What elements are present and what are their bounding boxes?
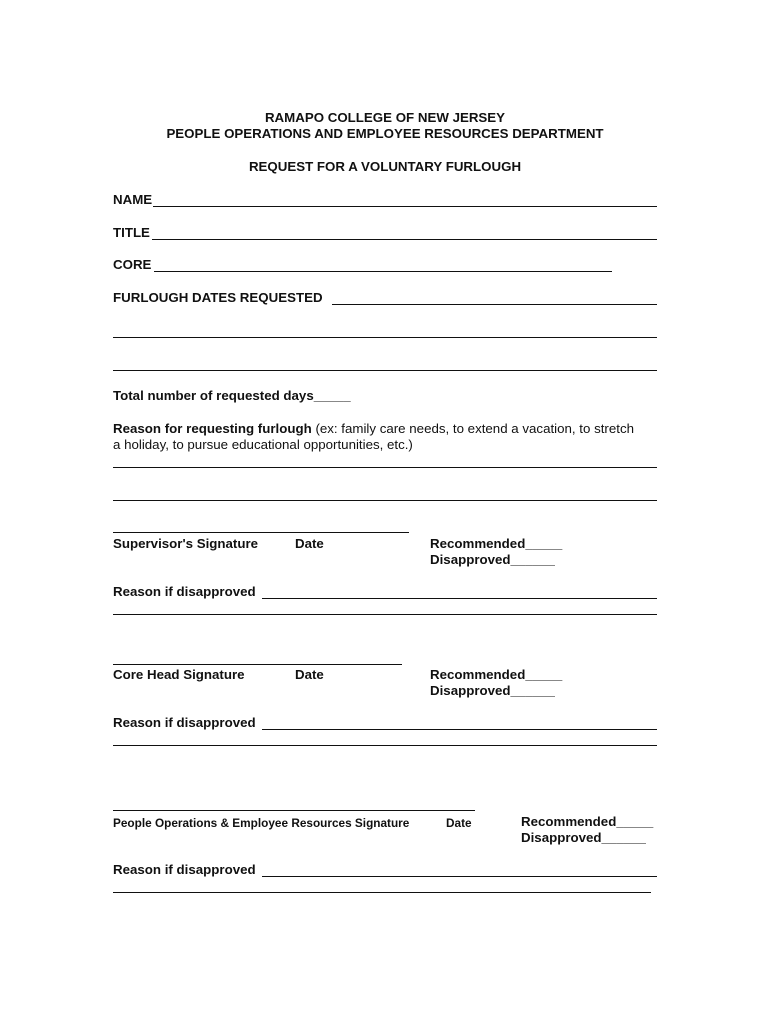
people-ops-reason-line-1[interactable] (262, 876, 657, 877)
core-head-recommended[interactable]: Recommended_____ (430, 667, 563, 682)
supervisor-signature-label: Supervisor's Signature (113, 536, 259, 551)
people-ops-reason-disapproved-label: Reason if disapproved (113, 862, 256, 877)
core-head-signature-label: Core Head Signature (113, 667, 245, 682)
reason-line-2[interactable] (113, 500, 657, 501)
title-label: TITLE (113, 225, 150, 240)
supervisor-reason-line-2[interactable] (113, 614, 657, 615)
form-title: REQUEST FOR A VOLUNTARY FURLOUGH (248, 159, 522, 174)
core-head-signature-line[interactable] (113, 664, 402, 665)
reason-line-1[interactable] (113, 467, 657, 468)
supervisor-recommended[interactable]: Recommended_____ (430, 536, 563, 551)
furlough-dates-label: FURLOUGH DATES REQUESTED (113, 290, 323, 305)
core-head-reason-disapproved-label: Reason if disapproved (113, 715, 256, 730)
title-field[interactable] (152, 239, 657, 240)
supervisor-date-label: Date (295, 536, 324, 551)
college-name: RAMAPO COLLEGE OF NEW JERSEY (264, 110, 506, 125)
people-ops-date-label: Date (446, 816, 472, 830)
people-ops-signature-line[interactable] (113, 810, 475, 811)
reason-hint: (ex: family care needs, to extend a vacation, to stretch (315, 421, 634, 436)
supervisor-disapproved[interactable]: Disapproved______ (430, 552, 555, 567)
name-label: NAME (113, 192, 153, 207)
core-head-reason-line-2[interactable] (113, 745, 657, 746)
furlough-dates-line-2[interactable] (113, 337, 657, 338)
reason-label-row (113, 421, 634, 437)
name-field[interactable] (153, 206, 657, 207)
core-head-disapproved[interactable]: Disapproved______ (430, 683, 555, 698)
core-head-reason-line-1[interactable] (262, 729, 657, 730)
core-field[interactable] (154, 271, 612, 272)
core-head-date-label: Date (295, 667, 324, 682)
supervisor-reason-disapproved-label: Reason if disapproved (113, 584, 256, 599)
department-name: PEOPLE OPERATIONS AND EMPLOYEE RESOURCES DEPARTMENT (166, 126, 604, 141)
total-days-label[interactable]: Total number of requested days_____ (113, 388, 351, 403)
supervisor-reason-line-1[interactable] (262, 598, 657, 599)
core-label: CORE (113, 257, 152, 272)
reason-hint-line-2: a holiday, to pursue educational opportunities, etc.) (113, 437, 413, 452)
people-ops-signature-label: People Operations & Employee Resources Signature (113, 816, 410, 830)
furlough-dates-line-3[interactable] (113, 370, 657, 371)
people-ops-disapproved[interactable]: Disapproved______ (521, 830, 646, 845)
people-ops-recommended[interactable]: Recommended_____ (521, 814, 654, 829)
furlough-dates-field[interactable] (332, 304, 657, 305)
reason-label: Reason for requesting furlough (113, 421, 312, 436)
supervisor-signature-line[interactable] (113, 532, 409, 533)
people-ops-reason-line-2[interactable] (113, 892, 651, 893)
